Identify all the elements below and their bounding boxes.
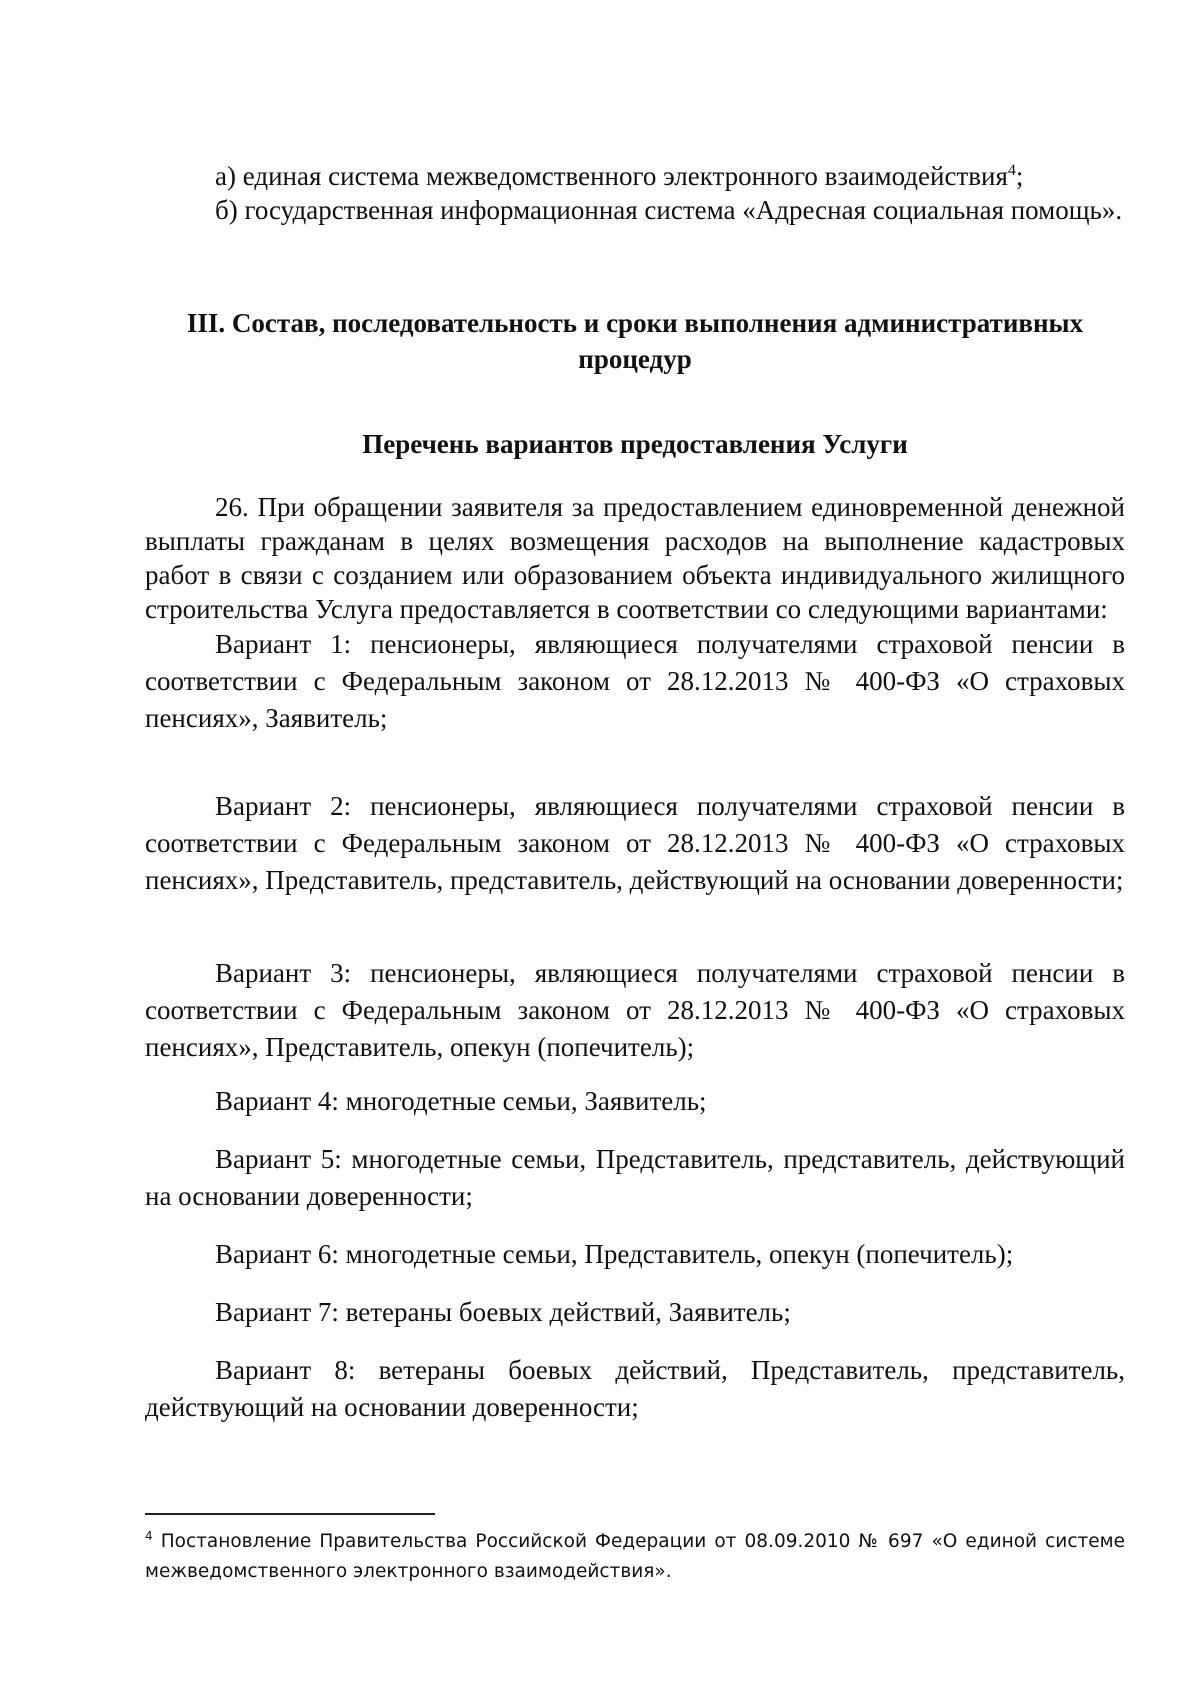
- section-subtitle: Перечень вариантов предоставления Услуги: [362, 429, 908, 459]
- footnote: [145, 1527, 1125, 1587]
- intro-item-b: б) государственная информационная система «Адресная социальная помощь».: [215, 195, 1123, 225]
- intro-item-a: [145, 159, 1125, 193]
- footnote-text: Постановление Правительства Российской Федерации от 08.09.2010 № 697 «О единой системе межведомственного электронного взаимодействия».: [145, 1531, 1125, 1582]
- variant-3-block: [145, 955, 1125, 1066]
- footnote-reference: 4: [1007, 162, 1016, 179]
- variant-5-block: [145, 1141, 1125, 1215]
- variant-2-block: [145, 788, 1125, 899]
- variant-5: Вариант 5: многодетные семьи, Представитель, представитель, действующий на основании доверенности;: [145, 1144, 1125, 1211]
- section-title: III. Состав, последовательность и сроки выполнения административных процедур: [186, 308, 1084, 374]
- variant-3: Вариант 3: пенсионеры, являющиеся получателями страховой пенсии в соответствии с Федеральным законом от 28.12.2013 № 400-ФЗ «О страховых пенсиях», Представитель, опекун (попечитель);: [145, 958, 1125, 1062]
- variant-7-block: [145, 1294, 1125, 1331]
- paragraph-26: 26. При обращении заявителя за предоставлением единовременной денежной выплаты гражданам в целях возмещения расходов на выполнение кадастровых работ в связи с созданием или образованием объекта индивидуального жилищного строительства Услуга предоставляется в соответствии со следующими вариантами:: [145, 492, 1125, 624]
- variant-2: Вариант 2: пенсионеры, являющиеся получателями страховой пенсии в соответствии с Федеральным законом от 28.12.2013 № 400-ФЗ «О страховых пенсиях», Представитель, представитель, действующий на основании доверенности;: [145, 791, 1125, 895]
- intro-item-a-text: а) единая система межведомственного электронного взаимодействия: [215, 161, 1008, 191]
- variant-1: Вариант 1: пенсионеры, являющиеся получателями страховой пенсии в соответствии с Федеральным законом от 28.12.2013 № 400-ФЗ «О страховых пенсиях», Заявитель;: [145, 629, 1125, 733]
- variant-6-block: [145, 1236, 1125, 1273]
- footnote-separator: [145, 1513, 435, 1515]
- variant-8-block: [145, 1352, 1125, 1426]
- variant-7: Вариант 7: ветераны боевых действий, Заявитель;: [215, 1297, 791, 1327]
- footnote-number: 4: [145, 1528, 153, 1543]
- paragraph-26-block: [145, 490, 1125, 737]
- variant-4-block: [145, 1083, 1125, 1120]
- variant-6: Вариант 6: многодетные семьи, Представитель, опекун (попечитель);: [215, 1239, 1014, 1269]
- variant-8: Вариант 8: ветераны боевых действий, Представитель, представитель, действующий на основании доверенности;: [145, 1355, 1125, 1422]
- intro-item-a-end: ;: [1015, 161, 1024, 191]
- variant-4: Вариант 4: многодетные семьи, Заявитель;: [215, 1086, 707, 1116]
- intro-block: [145, 159, 1125, 227]
